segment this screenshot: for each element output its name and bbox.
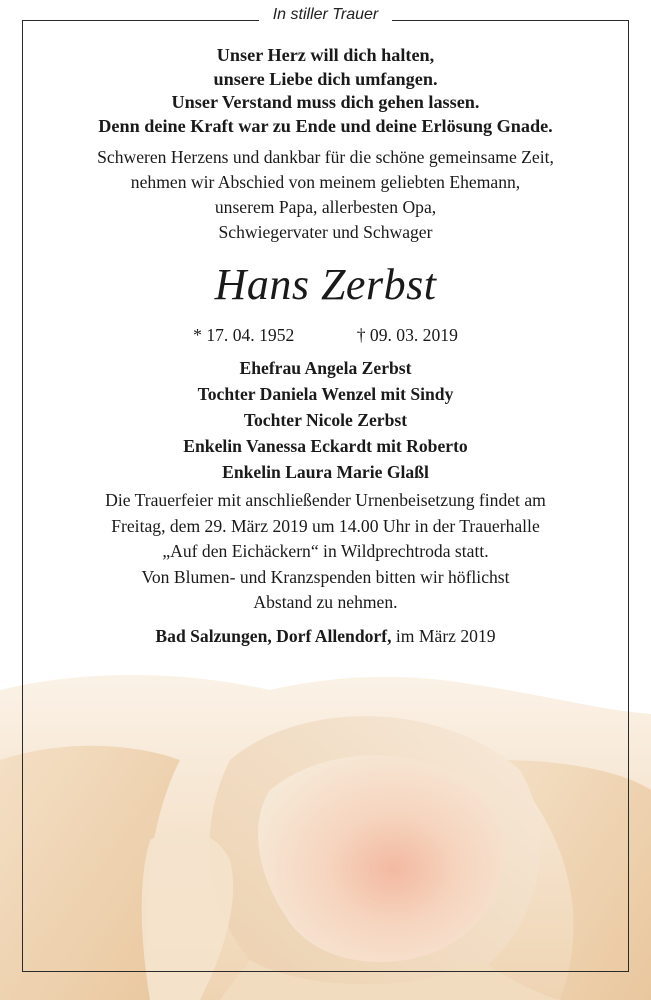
birth-date: * 17. 04. 1952 (193, 325, 295, 345)
mourner-entry: Tochter Daniela Wenzel mit Sindy (197, 384, 454, 404)
mourners-list (22, 355, 629, 485)
deceased-name: Hans Zerbst (214, 260, 437, 309)
mourner-entry: Enkelin Vanessa Eckardt mit Roberto (183, 436, 468, 456)
details-line: Abstand zu nehmen. (253, 592, 398, 612)
poem-line: Denn deine Kraft war zu Ende und deine Erlösung Gnade. (98, 115, 553, 136)
poem-verse (22, 44, 629, 138)
intro-line: Schweren Herzens und dankbar für die schöne gemeinsame Zeit, (97, 147, 554, 167)
funeral-details (22, 488, 629, 616)
details-line: „Auf den Eichäckern“ in Wildprechtroda statt. (162, 541, 489, 561)
life-dates (22, 323, 629, 347)
mourner-entry: Tochter Nicole Zerbst (243, 410, 408, 430)
intro-line: unserem Papa, allerbesten Opa, (214, 197, 437, 217)
closing-date: im März 2019 (395, 625, 496, 646)
details-line: Freitag, dem 29. März 2019 um 14.00 Uhr in der Trauerhalle (111, 515, 540, 536)
closing-place: Bad Salzungen, Dorf Allendorf, (155, 625, 392, 646)
details-line: Von Blumen- und Kranzspenden bitten wir höflichst (141, 566, 510, 587)
intro-line: nehmen wir Abschied von meinem geliebten Ehemann, (130, 172, 521, 192)
poem-line: unsere Liebe dich umfangen. (213, 68, 438, 89)
header-label-text: In stiller Trauer (259, 6, 393, 24)
header-label (0, 6, 651, 24)
mourner-entry: Enkelin Laura Marie Glaßl (222, 462, 429, 482)
details-line: Die Trauerfeier mit anschließender Urnenbeisetzung findet am (105, 490, 546, 510)
mourner-entry: Ehefrau Angela Zerbst (239, 358, 412, 378)
closing-line (22, 624, 629, 648)
poem-line: Unser Verstand muss dich gehen lassen. (171, 92, 480, 112)
farewell-intro (22, 145, 629, 245)
intro-line: Schwiegervater und Schwager (218, 222, 433, 242)
poem-line: Unser Herz will dich halten, (216, 45, 435, 65)
death-date: † 09. 03. 2019 (356, 325, 458, 345)
obituary-content (22, 44, 629, 648)
